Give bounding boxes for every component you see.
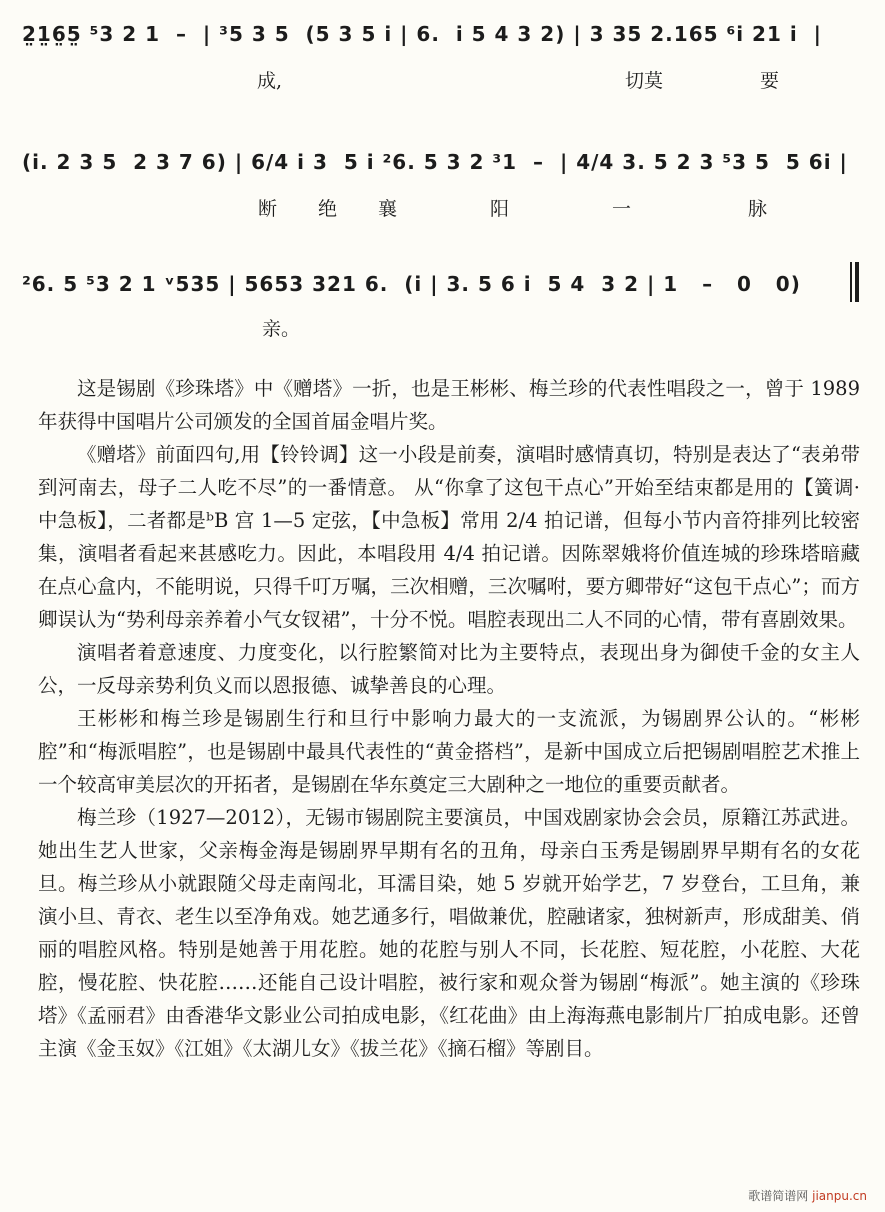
lyric: 阳 bbox=[490, 198, 510, 220]
watermark bbox=[748, 1187, 867, 1204]
score-notation: ²6. 5 ⁵3 2 1 ᵛ535 | 5653 321 6. (i | 3. 5 6 i 5 4 3 2 | 1 – 0 0) bbox=[22, 272, 801, 296]
score-notation: 2̤1̤6̤5̤ ⁵3 2 1 – | ³5 3 5 (5 3 5 i | 6. i 5 4 3 2) | 3 35 2.165 ⁶i 21 i | bbox=[22, 22, 822, 46]
lyric: 一 bbox=[612, 198, 632, 220]
lyric: 切莫 bbox=[625, 70, 664, 92]
lyric: 成, bbox=[257, 70, 283, 92]
final-barline bbox=[850, 262, 860, 302]
lyrics-line-2 bbox=[22, 194, 865, 224]
lyrics-line-1 bbox=[22, 66, 865, 96]
watermark-url: jianpu.cn bbox=[812, 1189, 867, 1203]
lyric: 亲。 bbox=[262, 318, 301, 340]
score-line-2 bbox=[22, 140, 865, 180]
paragraph: 王彬彬和梅兰珍是锡剧生行和旦行中影响力最大的一支流派，为锡剧界公认的。“彬彬腔”和“梅派唱腔”，也是锡剧中最具代表性的“黄金搭档”，是新中国成立后把锡剧唱腔艺术推上一个较高审美层次的开拓者，是锡剧在华东奠定三大剧种之一地位的重要贡献者。 bbox=[38, 707, 860, 796]
paragraph: 梅兰珍（1927—2012），无锡市锡剧院主要演员，中国戏剧家协会会员，原籍江苏武进。她出生艺人世家，父亲梅金海是锡剧界早期有名的丑角，母亲白玉秀是锡剧界早期有名的女花旦。梅兰珍从小就跟随父母走南闯北，耳濡目染，她 5 岁就开始学艺，7 岁登台，工旦角，兼演小旦、青衣、老生以至净角戏。她艺通多行，唱做兼优，腔融诸家，独树新声，形成甜美、俏丽的唱腔风格。特别是她善于用花腔。她的花腔与别人不同，长花腔、短花腔，小花腔、大花腔，慢花腔、快花腔……还能自己设计唱腔，被行家和观众誉为锡剧“梅派”。她主演的《珍珠塔》《孟丽君》由香港华文影业公司拍成电影，《红花曲》由上海海燕电影制片厂拍成电影。还曾主演《金玉奴》《江姐》《太湖儿女》《拔兰花》《摘石榴》等剧目。 bbox=[38, 806, 860, 1060]
score-line-1 bbox=[22, 12, 865, 52]
lyric: 脉 bbox=[748, 198, 768, 220]
lyrics-line-3 bbox=[22, 314, 865, 344]
lyric: 要 bbox=[760, 70, 780, 92]
lyric: 绝 bbox=[318, 198, 338, 220]
lyric: 断 bbox=[258, 198, 278, 220]
lyric: 襄 bbox=[378, 198, 398, 220]
paragraph: 这是锡剧《珍珠塔》中《赠塔》一折，也是王彬彬、梅兰珍的代表性唱段之一，曾于 1989 年获得中国唱片公司颁发的全国首届金唱片奖。 bbox=[38, 377, 860, 433]
watermark-site-name: 歌谱简谱网 bbox=[748, 1189, 809, 1203]
score-notation: (i. 2 3 5 2 3 7 6) | 6/4 i 3 5 i ²6. 5 3 2 ³1 – | 4/4 3. 5 2 3 ⁵3 5 5 6i | bbox=[22, 150, 848, 174]
paragraph: 演唱者着意速度、力度变化，以行腔繁简对比为主要特点，表现出身为御使千金的女主人公，一反母亲势利负义而以恩报德、诚挚善良的心理。 bbox=[38, 641, 860, 697]
article-body bbox=[38, 372, 860, 1065]
paragraph: 《赠塔》前面四句,用【铃铃调】这一小段是前奏，演唱时感情真切，特别是表达了“表弟带到河南去，母子二人吃不尽”的一番情意。 从“你拿了这包干点心”开始至结束都是用的【簧调·中急板】，二者都是ᵇB 宫 1—5 定弦，【中急板】常用 2/4 拍记谱，但每小节内音符排列比较密集，演唱者看起来甚感吃力。因此，本唱段用 4/4 拍记谱。因陈翠娥将价值连城的珍珠塔暗藏在点心盒内，不能明说，只得千叮万嘱，三次相赠，三次嘱咐，要方卿带好“这包干点心”；而方卿误认为“势利母亲养着小气女钗裙”，十分不悦。唱腔表现出二人不同的心情，带有喜剧效果。 bbox=[38, 443, 860, 631]
score-line-3 bbox=[22, 262, 842, 302]
